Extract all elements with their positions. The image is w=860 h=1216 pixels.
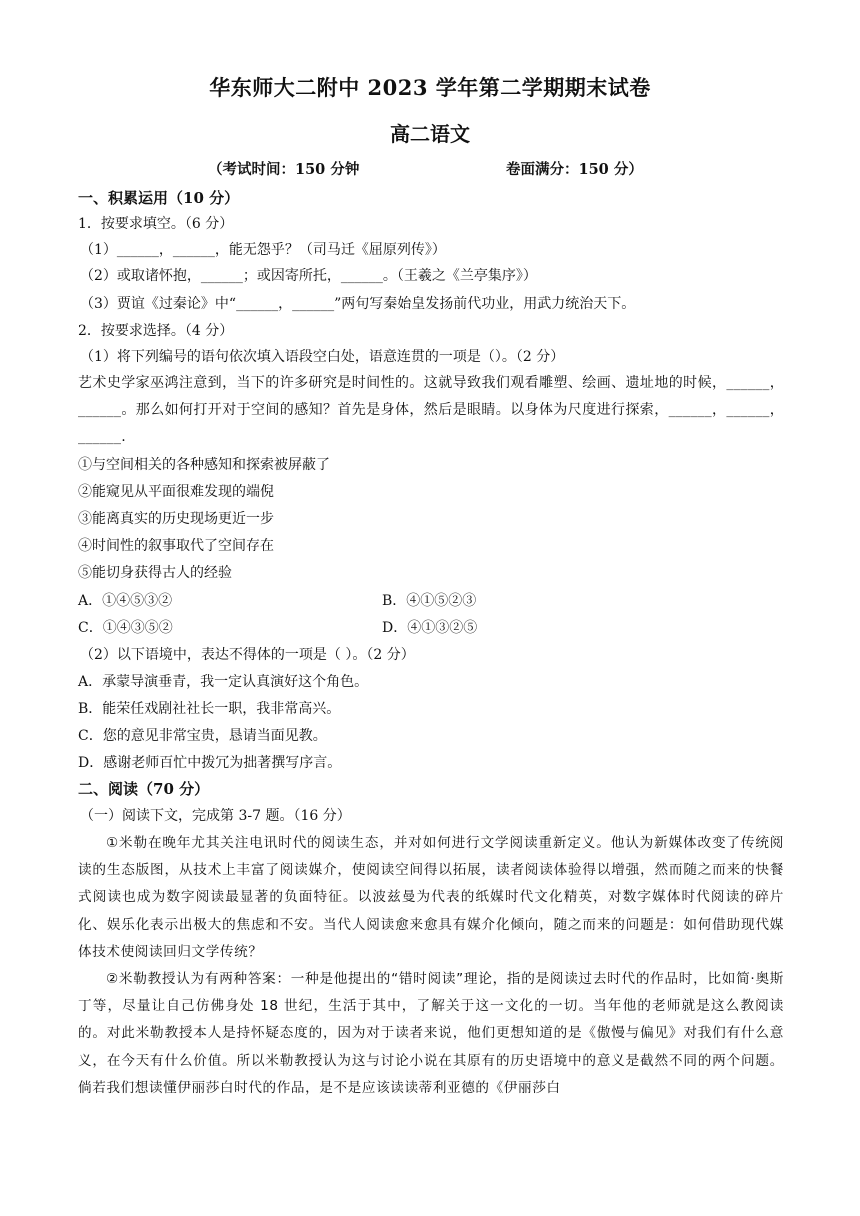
option2-b: B．能荣任戏剧社社长一职，我非常高兴。: [78, 701, 341, 717]
exam-title: 华东师大二附中 2023 学年第二学期期末试卷: [209, 75, 651, 100]
q1-stem: 1．按要求填空。（6 分）: [78, 216, 234, 232]
option-b: B．④①⑤②③: [382, 593, 477, 609]
q2-passage: 艺术史学家巫鸿注意到，当下的许多研究是时间性的。这就导致我们观看雕塑、绘画、遗址地的时候，______，______。那么如何打开对于空间的感知？首先是身体，然后是眼睛。以身体为尺度进行探索，______，______，______.: [78, 375, 784, 445]
reading-passage: [78, 830, 784, 1102]
q1-item-1: （1）______，______，能无怨乎？（司马迁《屈原列传》）: [80, 242, 446, 258]
statement-1: ①与空间相关的各种感知和探索被屏蔽了: [78, 457, 330, 473]
option2-a: A．承蒙导演垂青，我一定认真演好这个角色。: [78, 674, 369, 690]
reading-paragraph-1: ①米勒在晚年尤其关注电讯时代的阅读生态，并对如何进行文学阅读重新定义。他认为新媒体改变了传统阅读的生态版图，从技术上丰富了阅读媒介，使阅读空间得以拓展，读者阅读体验得以增强，然而随之而来的快餐式阅读也成为数字阅读最显著的负面特征。以波兹曼为代表的纸媒时代文化精英，对数字媒体时代阅读的碎片化、娱乐化表示出极大的焦虑和不安。当代人阅读愈来愈具有媒介化倾向，随之而来的问题是：如何借助现代媒体技术使阅读回归文学传统？: [78, 835, 784, 960]
section2-heading: 二、阅读（70 分）: [78, 780, 210, 798]
q2-sub1: （1）将下列编号的语句依次填入语段空白处，语意连贯的一项是（）。（2 分）: [80, 349, 565, 365]
full-score: 卷面满分：150 分）: [506, 161, 643, 178]
option-a: A．①④⑤③②: [78, 593, 173, 609]
statement-2: ②能窥见从平面很难发现的端倪: [78, 484, 274, 500]
statement-5: ⑤能切身获得古人的经验: [78, 565, 232, 581]
q2-sub2: （2）以下语境中，表达不得体的一项是（ ）。（2 分）: [80, 647, 415, 663]
q1-item-3: （3）贾谊《过秦论》中“______，______”两句写秦始皇发扬前代功业，用武力统治天下。: [80, 296, 636, 312]
exam-time: （考试时间：150 分钟: [208, 161, 360, 178]
q2-stem: 2．按要求选择。（4 分）: [78, 323, 234, 339]
section1-heading: 一、积累运用（10 分）: [78, 189, 240, 207]
option2-d: D．感谢老师百忙中拨冗为拙著撰写序言。: [78, 755, 342, 771]
statement-4: ④时间性的叙事取代了空间存在: [78, 538, 274, 554]
statement-3: ③能离真实的历史现场更近一步: [78, 511, 274, 527]
part1-intro: （一）阅读下文，完成第 3-7 题。（16 分）: [80, 808, 351, 824]
option2-c: C．您的意见非常宝贵，恳请当面见教。: [78, 728, 327, 744]
exam-info: [208, 158, 668, 179]
option-c: C．①④③⑤②: [78, 620, 173, 636]
option-d: D．④①③②⑤: [382, 620, 478, 636]
reading-paragraph-2: ②米勒教授认为有两种答案：一种是他提出的“错时阅读”理论，指的是阅读过去时代的作品时，比如简·奥斯丁等，尽量让自己仿佛身处 18 世纪，生活于其中，了解关于这一文化的一切。当年他的老师就是这么教阅读的。对此米勒教授本人是持怀疑态度的，因为对于读者来说，他们更想知道的是《傲慢与偏见》对我们有什么意义，在今天有什么价值。所以米勒教授认为这与讨论小说在其原有的历史语境中的意义是截然不同的两个问题。倘若我们想读懂伊丽莎白时代的作品，是不是应该读读蒂利亚德的《伊丽莎白: [78, 971, 784, 1096]
q1-item-2: （2）或取诸怀抱，______；或因寄所托，______。（王羲之《兰亭集序》）: [80, 268, 537, 284]
subject-title: 高二语文: [390, 122, 470, 146]
